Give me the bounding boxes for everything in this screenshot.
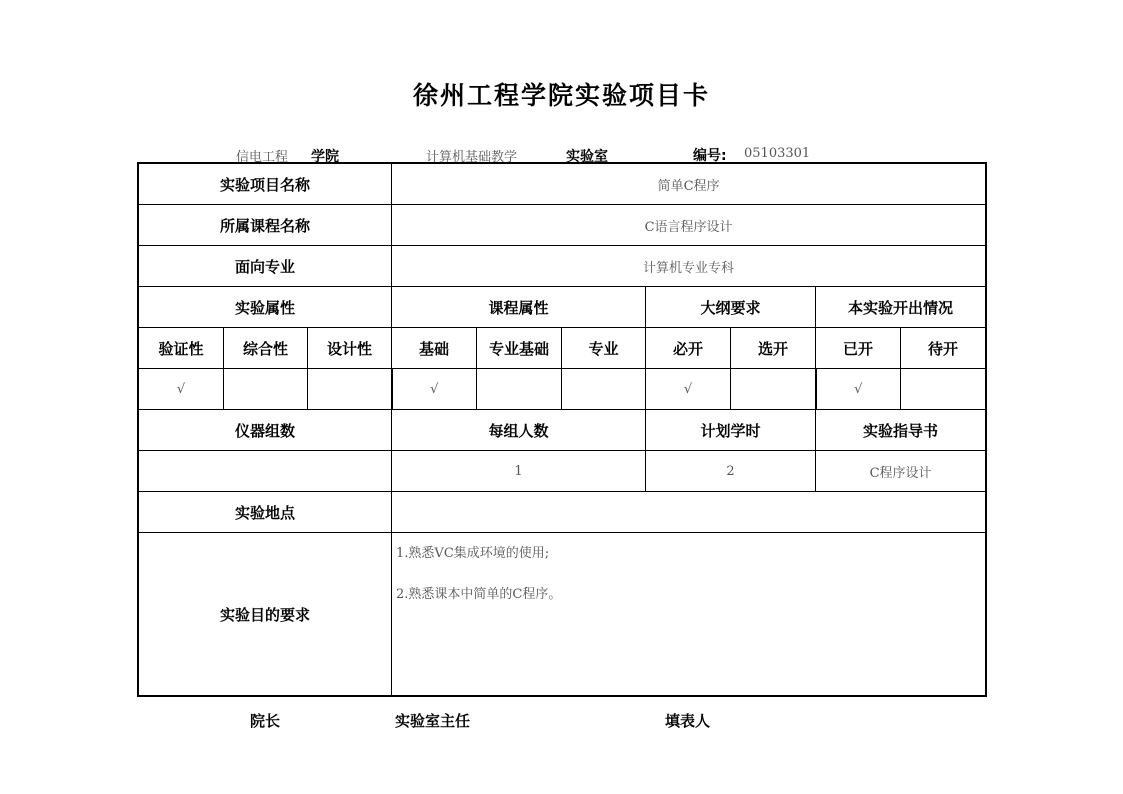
- check-design: [308, 369, 392, 410]
- purpose-label: 实验目的要求: [139, 533, 392, 696]
- check-professional-basic: [477, 369, 562, 410]
- course-name-label: 所属课程名称: [139, 205, 392, 246]
- filler-label: 填表人: [665, 712, 711, 730]
- location-label: 实验地点: [139, 492, 392, 533]
- table-row: [139, 246, 986, 287]
- people-per-group-value: 1: [392, 451, 646, 492]
- major-label: 面向专业: [139, 246, 392, 287]
- check-elective: [731, 369, 816, 410]
- department-value: 信电工程: [236, 150, 289, 165]
- instrument-groups-label: 仪器组数: [139, 410, 392, 451]
- department-label: 学院: [311, 149, 339, 165]
- sub-header-professional: 专业: [562, 328, 646, 369]
- check-pending: [901, 369, 986, 410]
- number-value: 05103301: [744, 146, 811, 161]
- table-row: [139, 451, 986, 492]
- major-value: 计算机专业专科: [392, 246, 986, 287]
- sub-header-elective: 选开: [731, 328, 816, 369]
- purpose-item: 2.熟悉课本中简单的C程序。: [396, 587, 562, 602]
- planned-hours-label: 计划学时: [646, 410, 816, 451]
- check-professional: [562, 369, 646, 410]
- lab-value: 计算机基础教学: [426, 150, 518, 165]
- project-name-value: 简单C程序: [392, 164, 986, 205]
- dean-label: 院长: [250, 712, 281, 730]
- course-name-value: C语言程序设计: [392, 205, 986, 246]
- table-row: [139, 369, 986, 410]
- offering-status-label: 本实验开出情况: [816, 287, 986, 328]
- people-per-group-label: 每组人数: [392, 410, 646, 451]
- sub-header-pending: 待开: [901, 328, 986, 369]
- sub-header-basic: 基础: [392, 328, 477, 369]
- syllabus-requirement-label: 大纲要求: [646, 287, 816, 328]
- location-value: [392, 492, 986, 533]
- purpose-item: 1.熟悉VC集成环境的使用;: [396, 546, 550, 561]
- check-offered: √: [816, 369, 901, 410]
- purpose-content: [392, 533, 986, 696]
- lab-label: 实验室: [566, 149, 608, 165]
- sub-header-required: 必开: [646, 328, 731, 369]
- instrument-groups-value: [139, 451, 392, 492]
- check-basic: √: [392, 369, 477, 410]
- course-attribute-label: 课程属性: [392, 287, 646, 328]
- lab-guide-label: 实验指导书: [816, 410, 986, 451]
- table-row: [139, 533, 986, 696]
- lab-director-label: 实验室主任: [395, 712, 471, 730]
- page-title: 徐州工程学院实验项目卡: [412, 81, 710, 110]
- check-verification: √: [139, 369, 224, 410]
- table-row: [139, 492, 986, 533]
- check-required: √: [646, 369, 731, 410]
- number-label: 编号:: [693, 148, 727, 164]
- sub-header-professional-basic: 专业基础: [477, 328, 562, 369]
- lab-guide-value: C程序设计: [816, 451, 986, 492]
- sub-header-verification: 验证性: [139, 328, 224, 369]
- check-comprehensive: [224, 369, 308, 410]
- table-row: [139, 410, 986, 451]
- project-name-label: 实验项目名称: [139, 164, 392, 205]
- table-row: [139, 287, 986, 328]
- planned-hours-value: 2: [646, 451, 816, 492]
- table-row: [139, 328, 986, 369]
- table-row: [139, 205, 986, 246]
- experiment-attribute-label: 实验属性: [139, 287, 392, 328]
- sub-header-offered: 已开: [816, 328, 901, 369]
- table-row: [139, 164, 986, 205]
- experiment-card-table: [138, 163, 986, 696]
- sub-header-design: 设计性: [308, 328, 392, 369]
- sub-header-comprehensive: 综合性: [224, 328, 308, 369]
